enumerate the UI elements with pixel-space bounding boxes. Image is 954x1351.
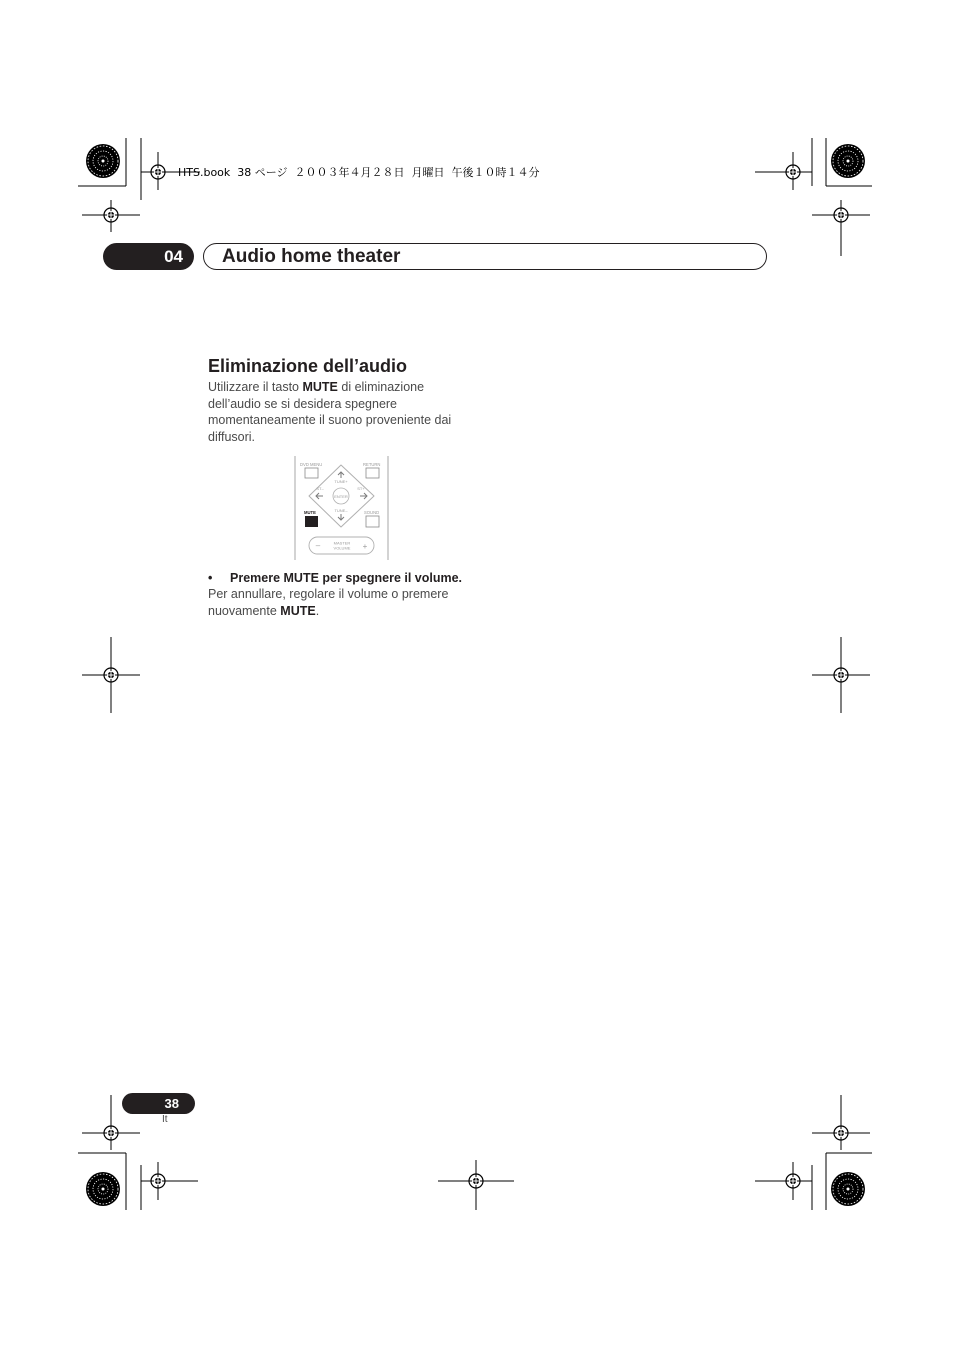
remote-return-label: RETURN bbox=[363, 462, 381, 467]
intro-text-after: di eliminazione dell’audio se si desidera spegnere momentaneamente il suono proveniente dai diffusori. bbox=[208, 380, 452, 444]
page-number-badge bbox=[122, 1093, 195, 1114]
remote-enter-label: ENTER bbox=[334, 494, 348, 499]
remote-st-plus-label: ST+ bbox=[357, 486, 365, 491]
remote-return-button bbox=[366, 468, 379, 478]
remote-master-label: MASTER bbox=[333, 540, 351, 546]
section-intro bbox=[208, 379, 478, 445]
page-number: 38 bbox=[164, 1096, 179, 1111]
remote-arrow-left-icon bbox=[316, 493, 323, 499]
intro-key-mute: MUTE bbox=[302, 380, 338, 394]
chapter-title: Audio home theater bbox=[222, 245, 401, 267]
remote-mute-button bbox=[305, 516, 318, 527]
remote-sound-button bbox=[366, 516, 379, 527]
remote-st-minus-label: ST– bbox=[316, 486, 324, 491]
remote-sound-label: SOUND bbox=[364, 510, 380, 515]
chapter-title-bar bbox=[203, 243, 767, 270]
remote-volume-plus-label: + bbox=[362, 542, 368, 551]
remote-dvd-menu-button bbox=[305, 468, 318, 478]
remote-control-illustration bbox=[294, 456, 390, 560]
remote-volume-label: VOLUME bbox=[333, 545, 351, 551]
instruction-step bbox=[208, 570, 462, 586]
bullet-marker: • bbox=[208, 571, 213, 585]
chapter-number-badge bbox=[103, 243, 194, 270]
remote-arrow-down-icon bbox=[338, 514, 344, 520]
remote-arrow-up-icon bbox=[338, 472, 344, 478]
note-text-before: Per annullare, regolare il volume o premere nuovamente bbox=[208, 587, 449, 618]
remote-dvd-menu-label: DVD MENU bbox=[300, 462, 323, 467]
note-text-after: . bbox=[315, 603, 320, 618]
intro-text-before: Utilizzare il tasto bbox=[208, 380, 303, 394]
print-slug: HTS.book 38 ページ ２００３年４月２８日 月曜日 午後１０時１４分 bbox=[178, 166, 540, 179]
remote-mute-label: MUTE bbox=[304, 510, 316, 515]
note-key-mute: MUTE bbox=[280, 603, 316, 618]
remote-arrow-right-icon bbox=[360, 493, 367, 499]
remote-tune-up-label: TUNE+ bbox=[334, 479, 348, 484]
instruction-step-text: Premere MUTE per spegnere il volume. bbox=[230, 571, 463, 585]
language-code: It bbox=[162, 1114, 168, 1125]
remote-volume-minus-label: – bbox=[315, 541, 321, 550]
remote-tune-down-label: TUNE– bbox=[334, 508, 348, 513]
section-title: Eliminazione dell’audio bbox=[208, 356, 408, 376]
chapter-number: 04 bbox=[164, 246, 183, 266]
instruction-note bbox=[208, 586, 483, 619]
